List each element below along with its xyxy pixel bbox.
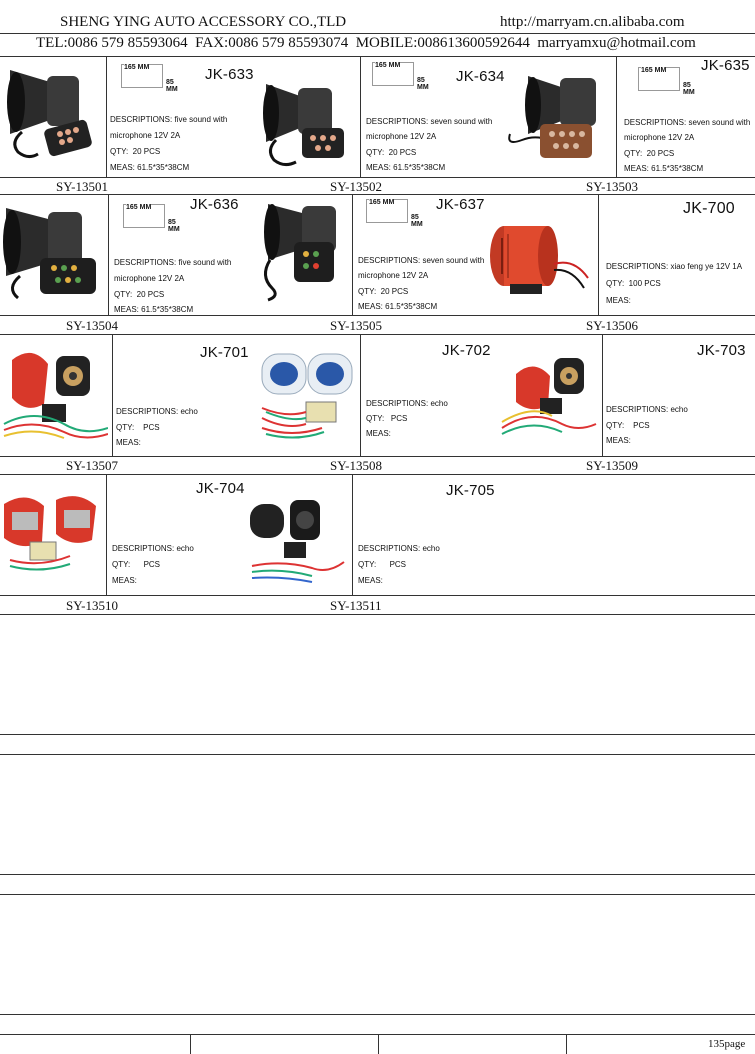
measurement: MEAS: xyxy=(358,576,383,585)
quantity: QTY: 100 PCS xyxy=(606,279,661,288)
sku-code: SY-13503 xyxy=(586,179,639,194)
dimension-diagram: 165 MM 85 MM xyxy=(121,64,163,88)
sku-code: SY-13509 xyxy=(586,458,639,473)
measurement: MEAS: xyxy=(366,429,391,438)
quantity: QTY: PCS xyxy=(358,560,407,569)
measurement: MEAS: 61.5*35*38CM xyxy=(114,305,194,314)
model-number: JK-704 xyxy=(196,480,245,497)
measurement: MEAS: xyxy=(112,576,137,585)
description: DESCRIPTIONS: echo xyxy=(116,407,198,416)
sku-code: SY-13510 xyxy=(66,598,119,613)
dimension-diagram: 165 MM 85 MM xyxy=(366,199,408,223)
siren-speaker-image xyxy=(2,62,102,162)
quantity: QTY: 20 PCS xyxy=(624,149,675,158)
measurement: MEAS: 61.5*35*38CM xyxy=(110,163,190,172)
dimension-diagram: 165 MM 85 MM xyxy=(123,204,165,228)
quantity: QTY: 20 PCS xyxy=(358,287,409,296)
quantity: QTY: 20 PCS xyxy=(110,147,161,156)
echo-horn-set-image xyxy=(0,490,104,580)
description-line2: microphone 12V 2A xyxy=(114,274,185,283)
description: DESCRIPTIONS: seven sound with xyxy=(366,117,493,126)
model-number: JK-635 xyxy=(701,57,750,74)
model-number: JK-703 xyxy=(697,342,746,359)
contact-line: TEL:0086 579 85593064 FAX:0086 579 85593074 MOBILE:008613600592644 marryamxu@hotmail.com xyxy=(36,35,696,51)
sku-code: SY-13506 xyxy=(586,318,639,333)
echo-horn-set-image xyxy=(2,340,108,446)
model-number: JK-636 xyxy=(190,196,239,213)
measurement: MEAS: xyxy=(116,438,141,447)
siren-speaker-image xyxy=(258,78,354,174)
sku-code: SY-13505 xyxy=(330,318,383,333)
description-line2: microphone 12V 2A xyxy=(366,132,437,141)
sku-code: SY-13504 xyxy=(66,318,119,333)
model-number: JK-700 xyxy=(683,200,735,217)
description: DESCRIPTIONS: xiao feng ye 12V 1A xyxy=(606,262,743,271)
quantity: QTY: 20 PCS xyxy=(114,290,165,299)
model-number: JK-637 xyxy=(436,196,485,213)
description: DESCRIPTIONS: echo xyxy=(366,399,448,408)
model-number: JK-702 xyxy=(442,342,491,359)
model-number: JK-701 xyxy=(200,344,249,361)
sku-code: SY-13511 xyxy=(330,598,382,613)
measurement: MEAS: xyxy=(606,436,631,445)
description-line2: microphone 12V 2A xyxy=(624,133,695,142)
measurement: MEAS: xyxy=(606,296,631,305)
echo-horn-set-image xyxy=(498,350,598,440)
model-number: JK-633 xyxy=(205,66,254,83)
description: DESCRIPTIONS: echo xyxy=(112,544,194,553)
measurement: MEAS: 61.5*35*38CM xyxy=(624,164,704,173)
sku-code: SY-13501 xyxy=(56,179,109,194)
description: DESCRIPTIONS: seven sound with xyxy=(624,118,751,127)
echo-horn-set-image xyxy=(248,496,348,586)
description: DESCRIPTIONS: echo xyxy=(606,405,688,414)
description-line2: microphone 12V 2A xyxy=(358,271,429,280)
measurement: MEAS: 61.5*35*38CM xyxy=(366,163,446,172)
quantity: QTY: PCS xyxy=(606,421,650,430)
model-number: JK-634 xyxy=(456,68,505,85)
description: DESCRIPTIONS: five sound with xyxy=(110,115,228,124)
description: DESCRIPTIONS: seven sound with xyxy=(358,256,485,265)
sku-code: SY-13502 xyxy=(330,179,383,194)
company-name: SHENG YING AUTO ACCESSORY CO.,TLD xyxy=(60,14,347,30)
description: DESCRIPTIONS: five sound with xyxy=(114,258,232,267)
quantity: QTY: PCS xyxy=(366,414,408,423)
echo-horn-set-image xyxy=(258,346,356,450)
description-line2: microphone 12V 2A xyxy=(110,131,181,140)
dimension-diagram: 165 MM 85 MM xyxy=(372,62,414,86)
siren-speaker-image xyxy=(250,198,348,304)
motor-siren-image xyxy=(484,214,594,306)
company-url[interactable]: http://marryam.cn.alibaba.com xyxy=(500,14,685,30)
dimension-diagram: 165 MM 85 MM xyxy=(638,67,680,91)
quantity: QTY: PCS xyxy=(112,560,161,569)
quantity: QTY: PCS xyxy=(116,423,160,432)
sku-code: SY-13508 xyxy=(330,458,383,473)
description: DESCRIPTIONS: echo xyxy=(358,544,440,553)
page-number: 135page xyxy=(708,1038,746,1050)
siren-speaker-image xyxy=(0,200,104,310)
quantity: QTY: 20 PCS xyxy=(366,148,417,157)
model-number: JK-705 xyxy=(446,482,495,499)
measurement: MEAS: 61.5*35*38CM xyxy=(358,302,438,311)
siren-speaker-image xyxy=(506,68,614,172)
sku-code: SY-13507 xyxy=(66,458,119,473)
